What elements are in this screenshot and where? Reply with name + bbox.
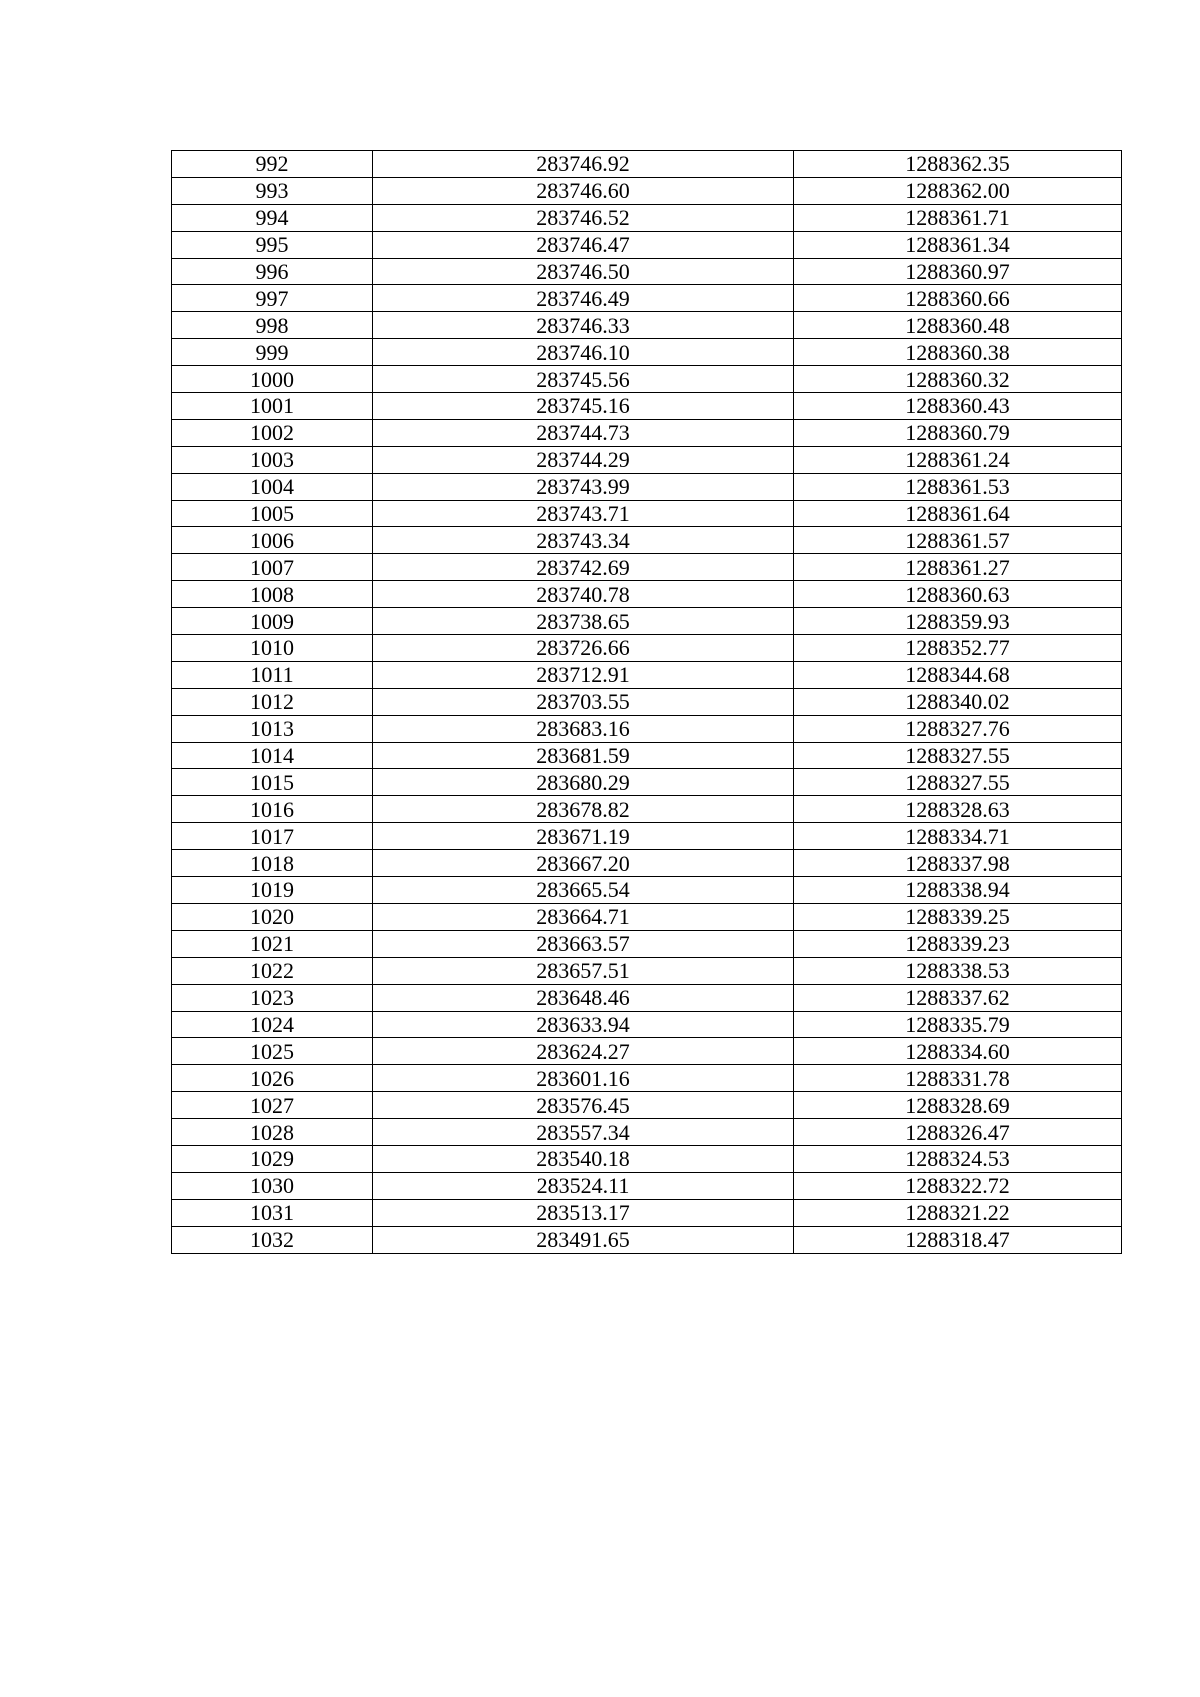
- x-coordinate-cell: 283601.16: [373, 1065, 794, 1092]
- point-number-cell: 1010: [172, 635, 373, 662]
- point-number-cell: 1032: [172, 1226, 373, 1253]
- point-number-cell: 1002: [172, 419, 373, 446]
- y-coordinate-cell: 1288360.38: [794, 339, 1122, 366]
- x-coordinate-cell: 283491.65: [373, 1226, 794, 1253]
- y-coordinate-cell: 1288339.25: [794, 903, 1122, 930]
- point-number-cell: 1005: [172, 500, 373, 527]
- point-number-cell: 993: [172, 177, 373, 204]
- point-number-cell: 1022: [172, 957, 373, 984]
- table-row: [172, 877, 1122, 904]
- x-coordinate-cell: 283745.56: [373, 366, 794, 393]
- y-coordinate-cell: 1288339.23: [794, 930, 1122, 957]
- coordinate-table: [171, 150, 1122, 1254]
- y-coordinate-cell: 1288352.77: [794, 635, 1122, 662]
- x-coordinate-cell: 283746.60: [373, 177, 794, 204]
- x-coordinate-cell: 283540.18: [373, 1145, 794, 1172]
- y-coordinate-cell: 1288334.71: [794, 823, 1122, 850]
- point-number-cell: 1024: [172, 1011, 373, 1038]
- x-coordinate-cell: 283738.65: [373, 608, 794, 635]
- table-row: [172, 957, 1122, 984]
- x-coordinate-cell: 283746.47: [373, 231, 794, 258]
- y-coordinate-cell: 1288361.34: [794, 231, 1122, 258]
- table-row: [172, 1065, 1122, 1092]
- point-number-cell: 1014: [172, 742, 373, 769]
- table-row: [172, 500, 1122, 527]
- y-coordinate-cell: 1288361.64: [794, 500, 1122, 527]
- y-coordinate-cell: 1288361.27: [794, 554, 1122, 581]
- x-coordinate-cell: 283665.54: [373, 877, 794, 904]
- x-coordinate-cell: 283746.33: [373, 312, 794, 339]
- point-number-cell: 1026: [172, 1065, 373, 1092]
- y-coordinate-cell: 1288359.93: [794, 608, 1122, 635]
- table-row: [172, 661, 1122, 688]
- x-coordinate-cell: 283740.78: [373, 581, 794, 608]
- x-coordinate-cell: 283524.11: [373, 1172, 794, 1199]
- point-number-cell: 1000: [172, 366, 373, 393]
- point-number-cell: 999: [172, 339, 373, 366]
- point-number-cell: 1030: [172, 1172, 373, 1199]
- point-number-cell: 1019: [172, 877, 373, 904]
- y-coordinate-cell: 1288361.53: [794, 473, 1122, 500]
- point-number-cell: 1012: [172, 688, 373, 715]
- point-number-cell: 1027: [172, 1092, 373, 1119]
- y-coordinate-cell: 1288360.97: [794, 258, 1122, 285]
- point-number-cell: 1008: [172, 581, 373, 608]
- x-coordinate-cell: 283746.50: [373, 258, 794, 285]
- x-coordinate-cell: 283624.27: [373, 1038, 794, 1065]
- point-number-cell: 1021: [172, 930, 373, 957]
- table-row: [172, 1199, 1122, 1226]
- x-coordinate-cell: 283683.16: [373, 715, 794, 742]
- point-number-cell: 1006: [172, 527, 373, 554]
- x-coordinate-cell: 283746.52: [373, 204, 794, 231]
- table-row: [172, 527, 1122, 554]
- table-row: [172, 231, 1122, 258]
- x-coordinate-cell: 283681.59: [373, 742, 794, 769]
- y-coordinate-cell: 1288327.55: [794, 769, 1122, 796]
- table-row: [172, 204, 1122, 231]
- y-coordinate-cell: 1288321.22: [794, 1199, 1122, 1226]
- point-number-cell: 992: [172, 151, 373, 178]
- table-row: [172, 339, 1122, 366]
- x-coordinate-cell: 283745.16: [373, 393, 794, 420]
- x-coordinate-cell: 283671.19: [373, 823, 794, 850]
- x-coordinate-cell: 283726.66: [373, 635, 794, 662]
- x-coordinate-cell: 283742.69: [373, 554, 794, 581]
- table-row: [172, 903, 1122, 930]
- table-row: [172, 796, 1122, 823]
- table-row: [172, 473, 1122, 500]
- y-coordinate-cell: 1288337.62: [794, 984, 1122, 1011]
- y-coordinate-cell: 1288338.53: [794, 957, 1122, 984]
- y-coordinate-cell: 1288337.98: [794, 850, 1122, 877]
- x-coordinate-cell: 283648.46: [373, 984, 794, 1011]
- x-coordinate-cell: 283744.29: [373, 446, 794, 473]
- x-coordinate-cell: 283664.71: [373, 903, 794, 930]
- y-coordinate-cell: 1288361.57: [794, 527, 1122, 554]
- y-coordinate-cell: 1288362.00: [794, 177, 1122, 204]
- x-coordinate-cell: 283680.29: [373, 769, 794, 796]
- x-coordinate-cell: 283743.34: [373, 527, 794, 554]
- y-coordinate-cell: 1288318.47: [794, 1226, 1122, 1253]
- point-number-cell: 1025: [172, 1038, 373, 1065]
- point-number-cell: 1029: [172, 1145, 373, 1172]
- x-coordinate-cell: 283712.91: [373, 661, 794, 688]
- x-coordinate-cell: 283663.57: [373, 930, 794, 957]
- table-row: [172, 285, 1122, 312]
- table-row: [172, 1092, 1122, 1119]
- table-row: [172, 554, 1122, 581]
- y-coordinate-cell: 1288360.66: [794, 285, 1122, 312]
- y-coordinate-cell: 1288360.63: [794, 581, 1122, 608]
- y-coordinate-cell: 1288328.63: [794, 796, 1122, 823]
- point-number-cell: 1023: [172, 984, 373, 1011]
- point-number-cell: 1013: [172, 715, 373, 742]
- point-number-cell: 1003: [172, 446, 373, 473]
- x-coordinate-cell: 283678.82: [373, 796, 794, 823]
- y-coordinate-cell: 1288360.43: [794, 393, 1122, 420]
- y-coordinate-cell: 1288324.53: [794, 1145, 1122, 1172]
- table-row: [172, 1145, 1122, 1172]
- x-coordinate-cell: 283633.94: [373, 1011, 794, 1038]
- point-number-cell: 1017: [172, 823, 373, 850]
- table-row: [172, 258, 1122, 285]
- table-row: [172, 608, 1122, 635]
- table-row: [172, 1172, 1122, 1199]
- point-number-cell: 1011: [172, 661, 373, 688]
- y-coordinate-cell: 1288340.02: [794, 688, 1122, 715]
- y-coordinate-cell: 1288327.76: [794, 715, 1122, 742]
- x-coordinate-cell: 283703.55: [373, 688, 794, 715]
- x-coordinate-cell: 283667.20: [373, 850, 794, 877]
- table-row: [172, 446, 1122, 473]
- point-number-cell: 997: [172, 285, 373, 312]
- table-row: [172, 688, 1122, 715]
- point-number-cell: 1028: [172, 1119, 373, 1146]
- table-row: [172, 419, 1122, 446]
- y-coordinate-cell: 1288344.68: [794, 661, 1122, 688]
- y-coordinate-cell: 1288360.32: [794, 366, 1122, 393]
- table-row: [172, 1038, 1122, 1065]
- table-row: [172, 177, 1122, 204]
- y-coordinate-cell: 1288361.24: [794, 446, 1122, 473]
- coordinate-table-body: [172, 151, 1122, 1254]
- table-row: [172, 151, 1122, 178]
- table-row: [172, 366, 1122, 393]
- y-coordinate-cell: 1288360.79: [794, 419, 1122, 446]
- point-number-cell: 996: [172, 258, 373, 285]
- x-coordinate-cell: 283657.51: [373, 957, 794, 984]
- table-row: [172, 312, 1122, 339]
- point-number-cell: 1015: [172, 769, 373, 796]
- table-row: [172, 393, 1122, 420]
- table-row: [172, 742, 1122, 769]
- x-coordinate-cell: 283513.17: [373, 1199, 794, 1226]
- point-number-cell: 1009: [172, 608, 373, 635]
- y-coordinate-cell: 1288327.55: [794, 742, 1122, 769]
- point-number-cell: 1007: [172, 554, 373, 581]
- y-coordinate-cell: 1288326.47: [794, 1119, 1122, 1146]
- x-coordinate-cell: 283746.10: [373, 339, 794, 366]
- point-number-cell: 1016: [172, 796, 373, 823]
- point-number-cell: 995: [172, 231, 373, 258]
- point-number-cell: 1031: [172, 1199, 373, 1226]
- y-coordinate-cell: 1288331.78: [794, 1065, 1122, 1092]
- point-number-cell: 994: [172, 204, 373, 231]
- y-coordinate-cell: 1288362.35: [794, 151, 1122, 178]
- table-row: [172, 1011, 1122, 1038]
- point-number-cell: 1001: [172, 393, 373, 420]
- x-coordinate-cell: 283744.73: [373, 419, 794, 446]
- table-row: [172, 930, 1122, 957]
- y-coordinate-cell: 1288361.71: [794, 204, 1122, 231]
- y-coordinate-cell: 1288360.48: [794, 312, 1122, 339]
- table-row: [172, 984, 1122, 1011]
- x-coordinate-cell: 283746.49: [373, 285, 794, 312]
- point-number-cell: 1004: [172, 473, 373, 500]
- point-number-cell: 1020: [172, 903, 373, 930]
- y-coordinate-cell: 1288328.69: [794, 1092, 1122, 1119]
- x-coordinate-cell: 283557.34: [373, 1119, 794, 1146]
- y-coordinate-cell: 1288334.60: [794, 1038, 1122, 1065]
- table-row: [172, 1226, 1122, 1253]
- table-row: [172, 715, 1122, 742]
- x-coordinate-cell: 283746.92: [373, 151, 794, 178]
- x-coordinate-cell: 283743.99: [373, 473, 794, 500]
- table-row: [172, 635, 1122, 662]
- table-row: [172, 581, 1122, 608]
- table-row: [172, 850, 1122, 877]
- x-coordinate-cell: 283576.45: [373, 1092, 794, 1119]
- x-coordinate-cell: 283743.71: [373, 500, 794, 527]
- y-coordinate-cell: 1288335.79: [794, 1011, 1122, 1038]
- y-coordinate-cell: 1288338.94: [794, 877, 1122, 904]
- table-row: [172, 1119, 1122, 1146]
- point-number-cell: 998: [172, 312, 373, 339]
- point-number-cell: 1018: [172, 850, 373, 877]
- y-coordinate-cell: 1288322.72: [794, 1172, 1122, 1199]
- table-row: [172, 823, 1122, 850]
- table-row: [172, 769, 1122, 796]
